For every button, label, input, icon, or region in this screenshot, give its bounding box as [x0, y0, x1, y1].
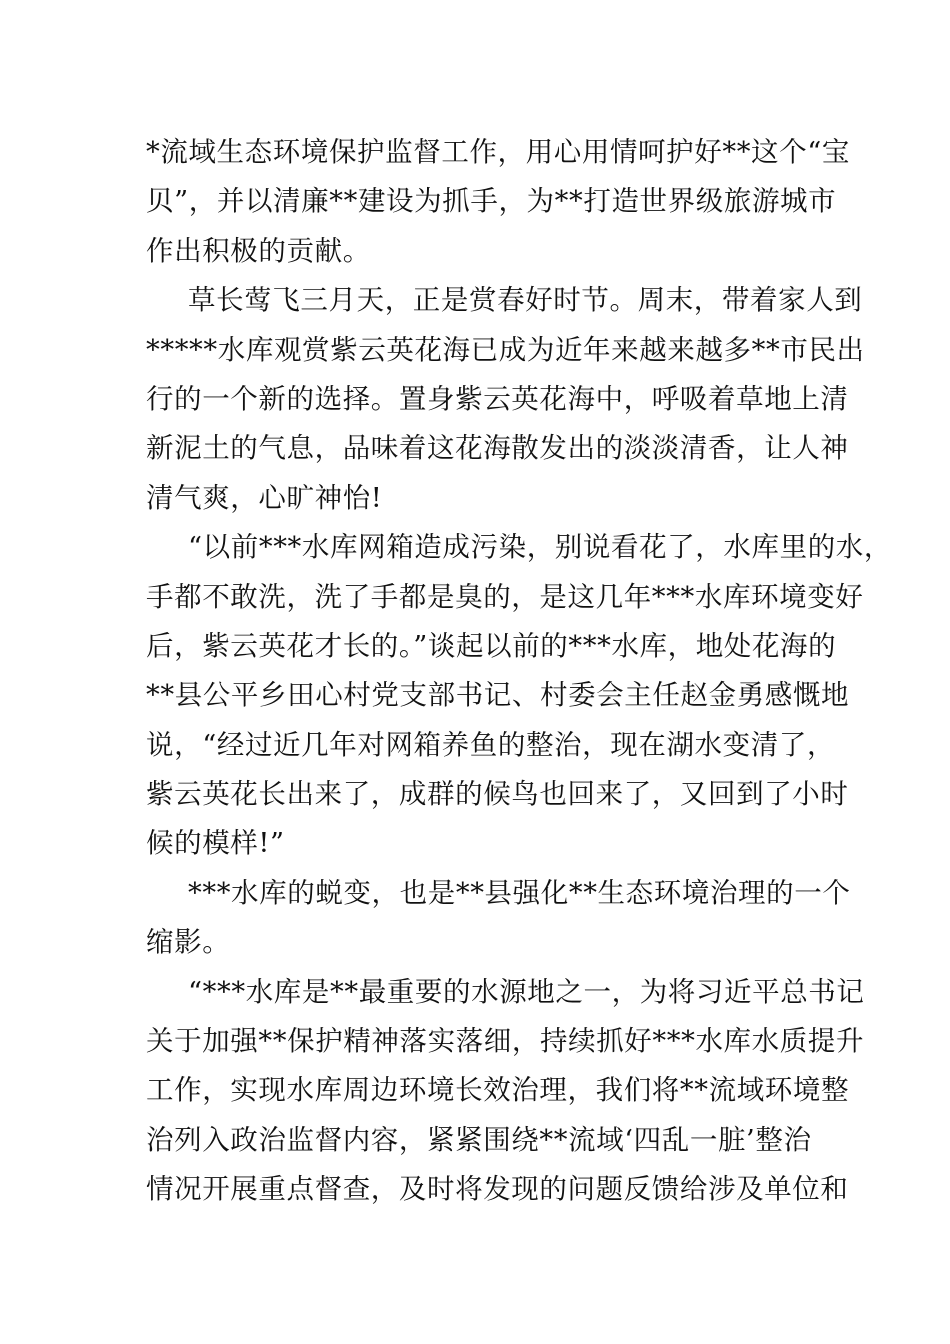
text-line-5: *****水库观赏紫云英花海已成为近年来越来越多**市民出	[146, 333, 865, 366]
text-line-17: 缩影。	[146, 926, 231, 959]
document-body	[146, 128, 893, 1215]
text-line-1: *流域生态环境保护监督工作，用心用情呵护好**这个“宝	[146, 136, 851, 168]
text-line-20: 工作，实现水库周边环境长效治理，我们将**流域环境整	[146, 1074, 850, 1107]
text-line-7: 新泥土的气息，品味着这花海散发出的淡淡清香，让人神	[146, 432, 849, 465]
text-line-21: 治列入政治监督内容，紧紧围绕**流域‘四乱一脏’整治	[146, 1123, 812, 1156]
text-line-3: 作出积极的贡献。	[146, 234, 371, 267]
paragraph-start-line-18: “***水库是**最重要的水源地之一，为将习近平总书记	[188, 975, 865, 1008]
text-line-12: **县公平乡田心村党支部书记、村委会主任赵金勇感慨地	[146, 679, 850, 712]
text-line-6: 行的一个新的选择。置身紫云英花海中，呼吸着草地上清	[146, 382, 849, 415]
text-line-22: 情况开展重点督查，及时将发现的问题反馈给涉及单位和	[146, 1173, 849, 1206]
text-line-2: 贝”，并以清廉**建设为抓手，为**打造世界级旅游城市	[146, 185, 837, 218]
paragraph-start-line-4: 草长莺飞三月天，正是赏春好时节。周末，带着家人到	[188, 284, 863, 317]
text-line-11: 后，紫云英花才长的。”谈起以前的***水库，地处花海的	[146, 629, 837, 662]
text-line-15: 候的模样!”	[146, 827, 285, 860]
text-line-19: 关于加强**保护精神落实落细，持续抓好***水库水质提升	[146, 1025, 865, 1058]
paragraph-start-line-16: ***水库的蜕变，也是**县强化**生态环境治理的一个	[188, 876, 851, 909]
text-line-10: 手都不敢洗，洗了手都是臭的，是这几年***水库环境变好	[146, 580, 864, 613]
paragraph-start-line-9: “以前***水库网箱造成污染，别说看花了，水库里的水，	[188, 531, 893, 564]
text-line-13: 说，“经过近几年对网箱养鱼的整治，现在湖水变清了，	[146, 728, 836, 761]
text-line-14: 紫云英花长出来了，成群的候鸟也回来了，又回到了小时	[146, 778, 849, 811]
text-line-8: 清气爽，心旷神怡!	[146, 481, 383, 514]
